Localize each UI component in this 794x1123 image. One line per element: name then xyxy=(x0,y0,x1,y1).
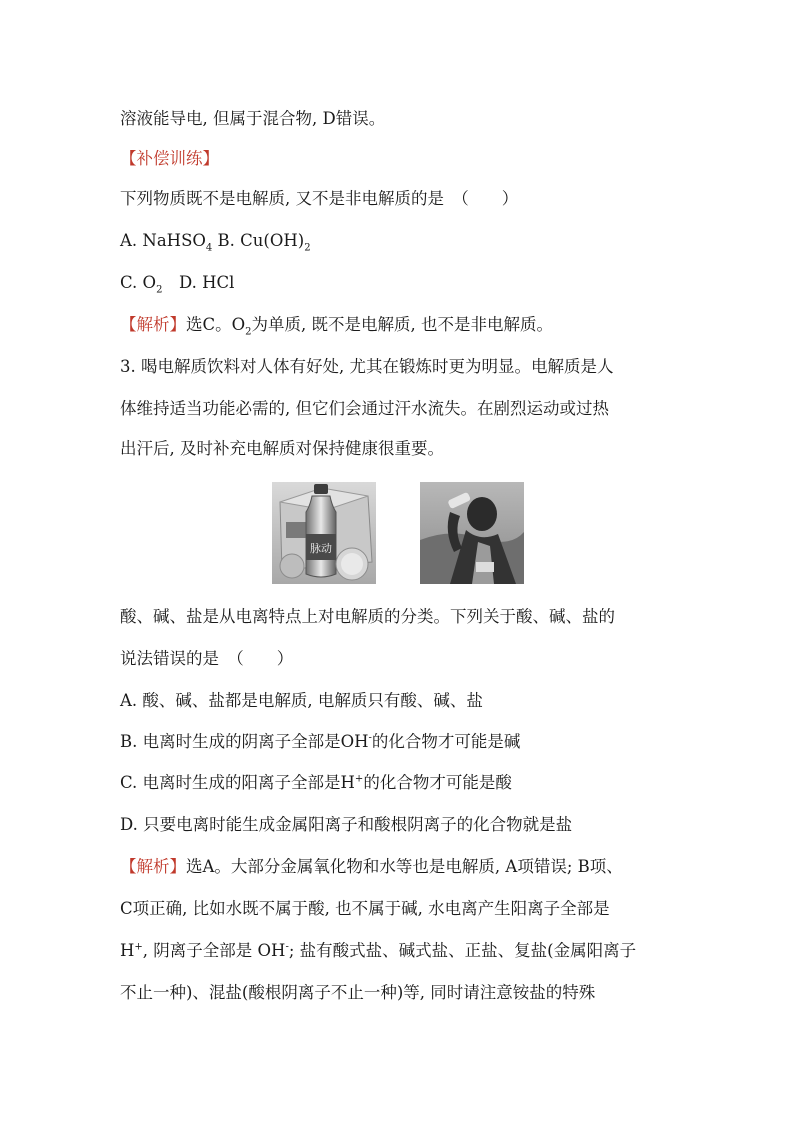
option-row-cd xyxy=(120,272,680,294)
athlete-drinking-photo xyxy=(420,482,524,584)
subscript: 2 xyxy=(245,326,252,338)
option-text: 的化合物才可能是碱 xyxy=(371,732,521,751)
subscript: 2 xyxy=(156,284,163,296)
superscript: + xyxy=(354,773,364,785)
option-text: 的化合物才可能是酸 xyxy=(363,773,512,792)
option-c: C. O xyxy=(120,273,157,292)
answer-text: ; 盐有酸式盐、碱式盐、正盐、复盐(金属阳离子 xyxy=(288,941,637,960)
answer-text-line xyxy=(120,940,680,962)
option-row-ab xyxy=(120,230,680,252)
option-text: B. 电离时生成的阴离子全部是OH xyxy=(120,732,369,751)
option-d: D. 只要电离时能生成金属阳离子和酸根阴离子的化合物就是盐 xyxy=(120,815,573,834)
answer-text: 选C。O xyxy=(186,315,246,334)
answer-tag: 【解析】 xyxy=(120,315,186,334)
option-a: A. 酸、碱、盐都是电解质, 电解质只有酸、碱、盐 xyxy=(120,691,483,710)
answer-explanation xyxy=(120,856,680,878)
paragraph-line: 体维持适当功能必需的, 但它们会通过汗水流失。在剧烈运动或过热 xyxy=(120,399,609,418)
option-c xyxy=(120,772,680,794)
option-d: D. HCl xyxy=(162,273,235,292)
option-a: A. NaHSO xyxy=(120,231,206,250)
answer-tag: 【解析】 xyxy=(120,857,186,876)
option-b xyxy=(120,731,680,753)
answer-text: H xyxy=(120,941,135,960)
question-stem: 酸、碱、盐是从电离特点上对电解质的分类。下列关于酸、碱、盐的 xyxy=(120,607,615,626)
option-b: B. Cu(OH) xyxy=(212,231,305,250)
paragraph-line: 3. 喝电解质饮料对人体有好处, 尤其在锻炼时更为明显。电解质是人 xyxy=(120,357,614,376)
question-stem: 下列物质既不是电解质, 又不是非电解质的是 （ ） xyxy=(120,189,519,208)
answer-text: 选A。大部分金属氧化物和水等也是电解质, A项错误; B项、 xyxy=(186,857,623,876)
question-stem: 说法错误的是 （ ） xyxy=(120,649,294,668)
text-line: 溶液能导电, 但属于混合物, D错误。 xyxy=(120,109,386,128)
section-tag-practice: 【补偿训练】 xyxy=(120,149,219,168)
subscript: 2 xyxy=(304,242,311,254)
superscript: - xyxy=(285,941,289,953)
subscript: 4 xyxy=(205,242,213,254)
answer-text-line: C项正确, 比如水既不属于酸, 也不属于碱, 水电离产生阳离子全部是 xyxy=(120,899,610,918)
option-text: C. 电离时生成的阳离子全部是H xyxy=(120,773,355,792)
answer-text: 为单质, 既不是电解质, 也不是非电解质。 xyxy=(251,315,554,334)
answer-text: , 阴离子全部是 OH xyxy=(142,941,286,960)
bottle-logo-text: 脉动 xyxy=(310,542,332,555)
answer-text-line: 不止一种)、混盐(酸根阴离子不止一种)等, 同时请注意铵盐的特殊 xyxy=(120,983,596,1002)
superscript: + xyxy=(134,941,143,953)
answer-explanation xyxy=(120,314,680,336)
paragraph-line: 出汗后, 及时补充电解质对保持健康很重要。 xyxy=(120,439,444,458)
superscript: - xyxy=(368,732,372,744)
drink-bottle-photo xyxy=(272,482,376,584)
